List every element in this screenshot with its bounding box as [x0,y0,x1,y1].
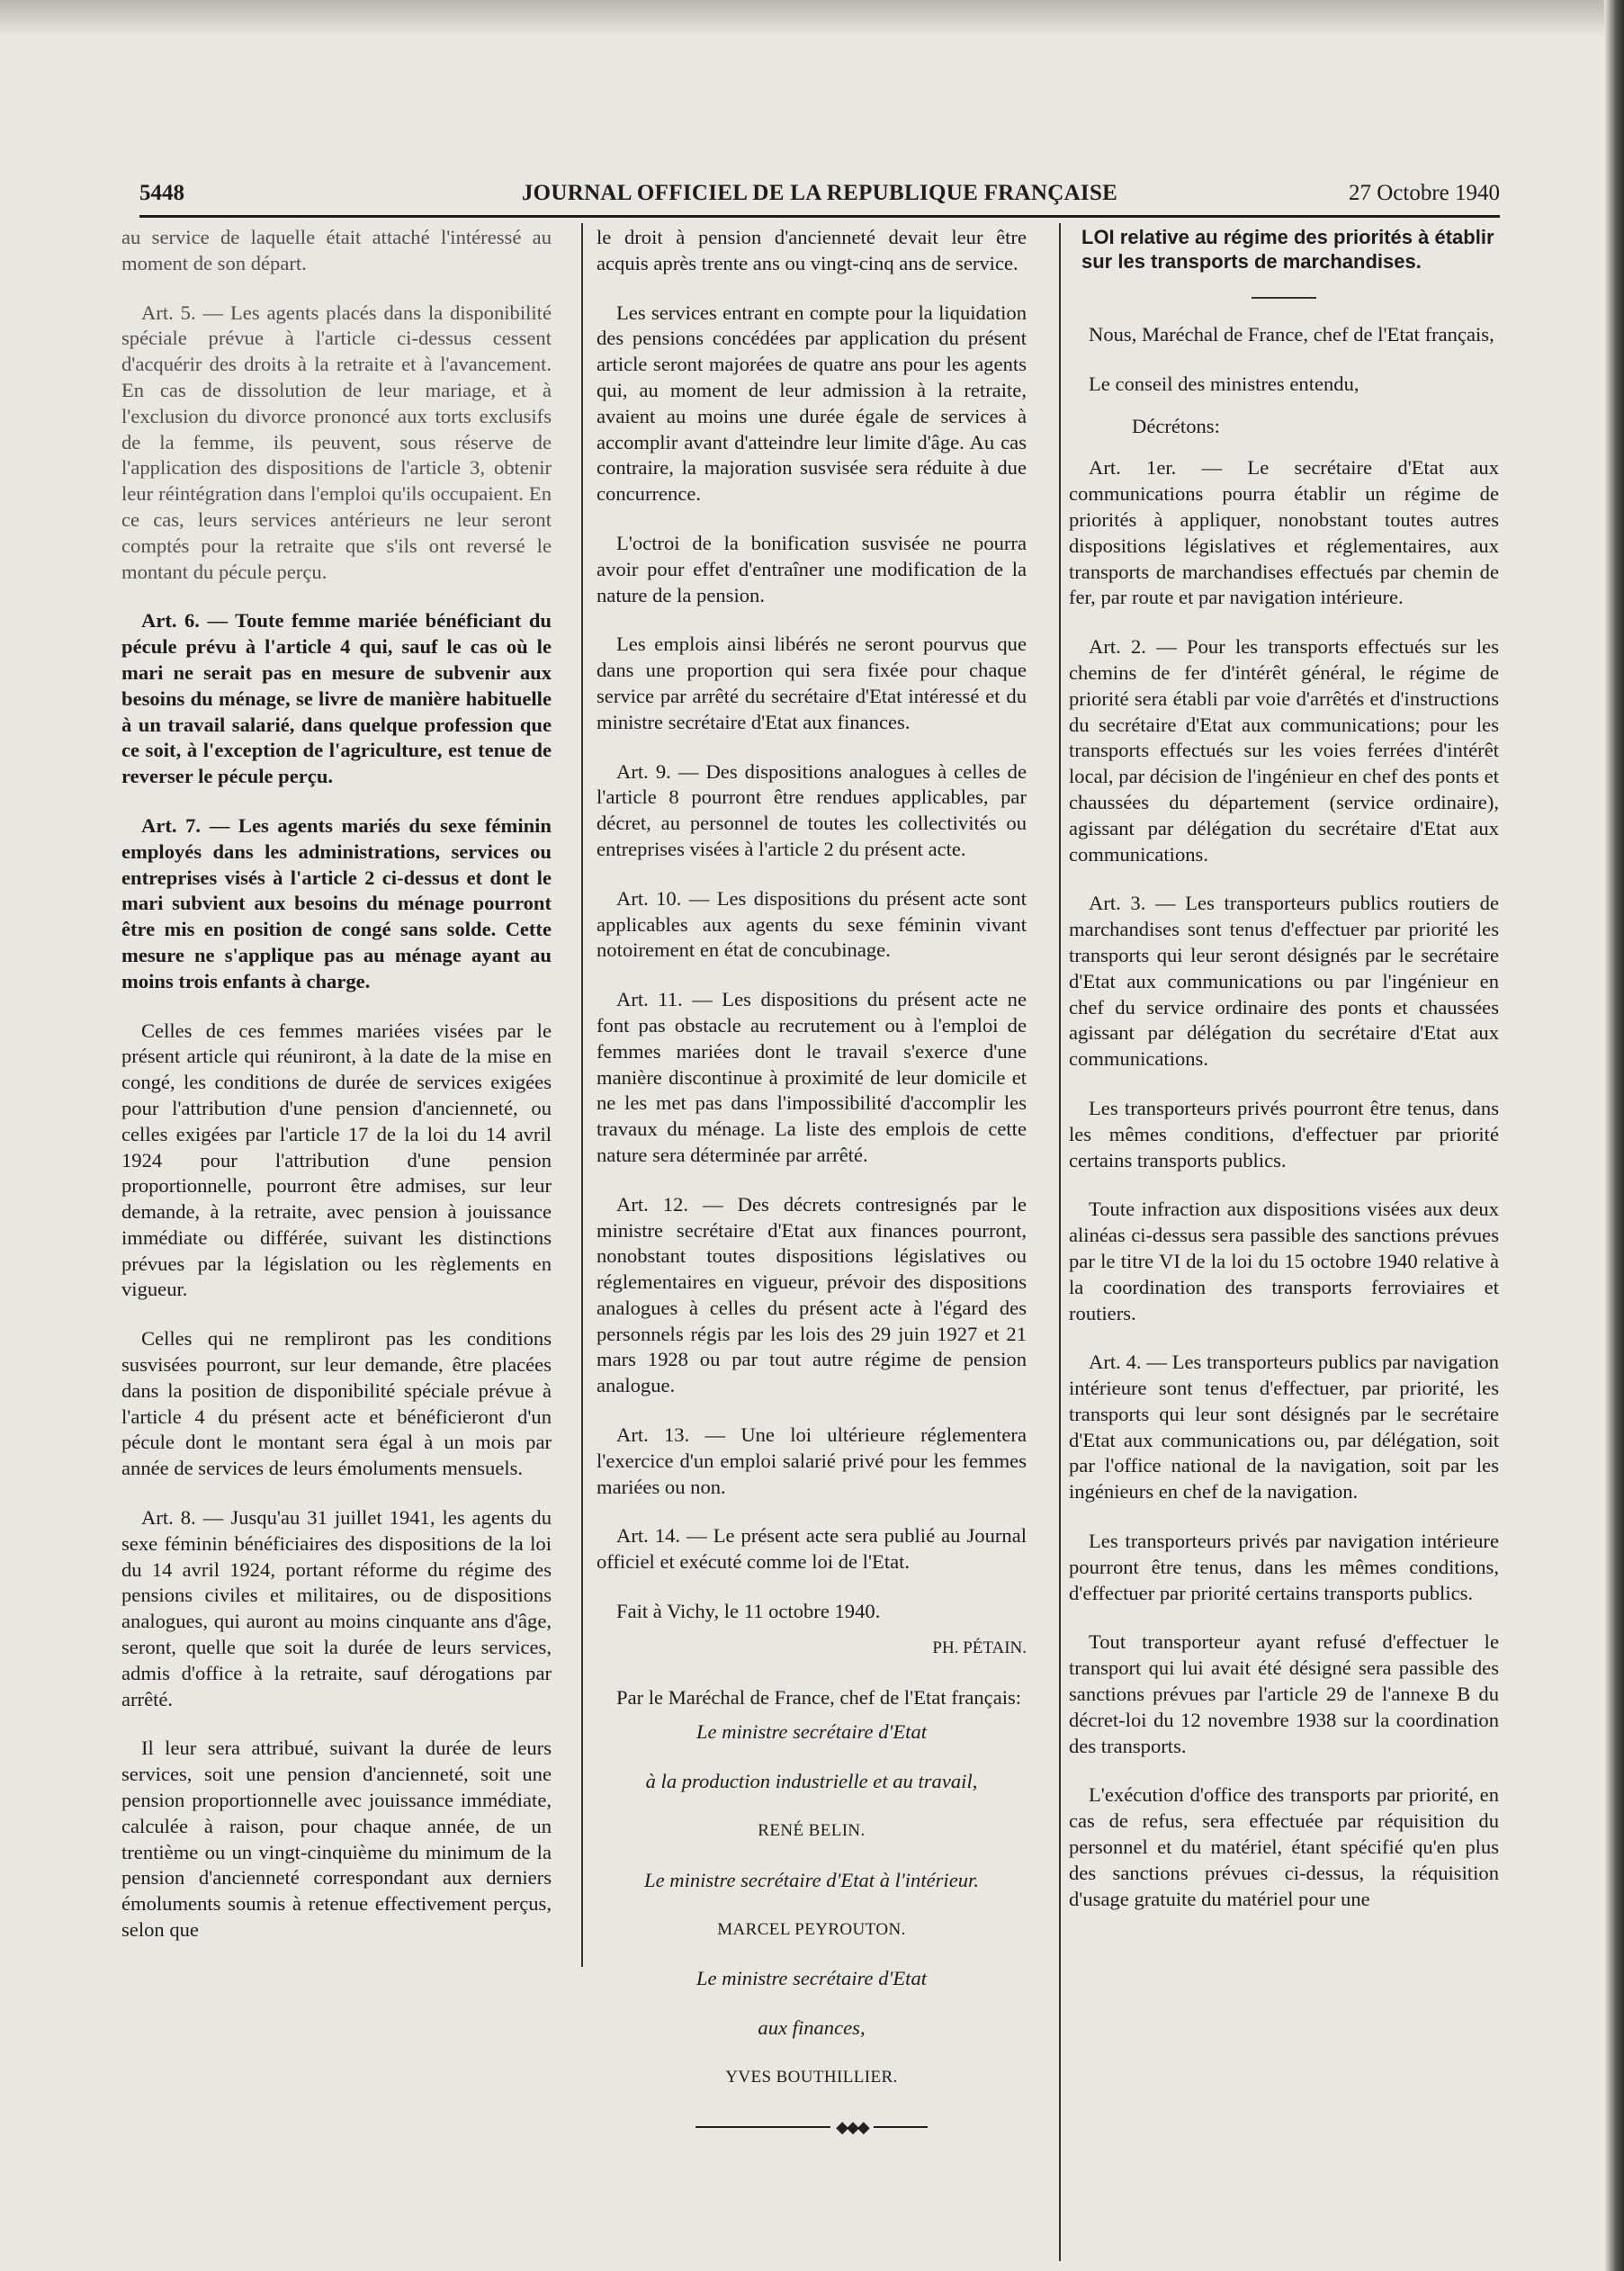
article-7: Art. 7. — Les agents mariés du sexe féminin employés dans les administrations, services ou entreprises visés à l'article 2 ci-dessus et dont le mari subvient aux besoins du ménage pourront être mis en position de congé sans solde. Cette mesure ne s'applique pas au ménage ayant au moins trois enfants à charge. [121,813,552,992]
column-divider-2 [1059,223,1061,2261]
article-1: Art. 1er. — Le secrétaire d'Etat aux communications pourra établir un régime de priorités à appliquer, nonobstant toutes autres dispositions législatives et réglementaires, aux transports de marchandises effectués par chemin de fer, par route et par navigation intérieure. [1069,456,1499,609]
law-title: LOI relative au régime des priorités à établir sur les transports de marchandises. [1081,226,1494,273]
journal-title: JOURNAL OFFICIEL DE LA REPUBLIQUE FRANÇAISE [521,181,1118,205]
paragraph: Celles de ces femmes mariées visées par le présent article qui réuniront, à la date de la mise en congé, les conditions de durée de services exigées pour l'attribution d'une pension d'ancienneté, ou celles exigées par l'article 17 de la loi du 14 avril 1924 pour l'attribution d'une pension proportionnelle, pourront être admises, sur leur demande, à la retraite, avec pension à jouissance immédiate ou différée, suivant les distinctions prévues par la législation ou les règlements en vigueur. [121,1019,552,1301]
signature-belin [597,1719,1027,1844]
header-rule [139,215,1500,218]
article-6: Art. 6. — Toute femme mariée bénéficiant du pécule prévu à l'article 4 qui, sauf le cas où le mari ne serait pas en mesure de subvenir aux besoins du ménage, se livre de manière habituelle à un travail salarié, dans quelque profession que ce soit, à l'exception de l'agriculture, est tenue de reverser le pécule perçu. [121,609,552,788]
article-13: Art. 13. — Une loi ultérieure réglementera l'exercice d'un emploi salarié privé pour les femmes mariées ou non. [597,1423,1027,1498]
paragraph: Les emplois ainsi libérés ne seront pourvus que dans une proportion qui sera fixée pour chaque service par arrêté du secrétaire d'Etat intéressé et du ministre secrétaire d'Etat aux finances. [597,633,1027,733]
column-3 [1069,225,1499,2263]
article-2: Art. 2. — Pour les transports effectués sur les chemins de fer d'intérêt général, le régime de priorité sera établi par voie d'arrêtés et d'instructions du secrétaire d'Etat aux communications; pour les transports effectués sur les voies ferrées d'intérêt local, par décision de l'ingénieur en chef des ponts et chaussées du département (service ordinaire), agissant par délégation du secrétaire d'Etat aux communications. [1069,635,1499,866]
page-header [139,181,1500,213]
preamble: Le conseil des ministres entendu, [1089,372,1359,395]
decretons: Décrétons: [1132,414,1220,437]
paragraph: L'octroi de la bonification susvisée ne pourra avoir pour effet d'entraîner une modification de la nature de la pension. [597,531,1027,606]
paragraph: au service de laquelle était attaché l'intéressé au moment de son départ. [121,226,552,274]
paragraph: Il leur sera attribué, suivant la durée de leurs services, soit une pension d'ancienneté, soit une pension proportionnelle avec jouissance immédiate, calculée à raison, pour chaque année, de un trentième ou un vingt-cinquième du minimum de la pension d'ancienneté correspondant aux derniers émoluments soumis à retenue effectivement perçus, selon que [121,1737,552,1942]
article-3: Art. 3. — Les transporteurs publics routiers de marchandises sont tenus d'effectuer par priorité les transports qui leur seront désignés par le secrétaire d'Etat aux communications ou par l'ingénieur en chef du service ordinaire des ponts et chaussées agissant par délégation du secrétaire d'Etat aux communications. [1069,892,1499,1071]
title-rule [1252,297,1316,299]
signature-title: Le ministre secrétaire d'Etat à l'intérieur. [644,1868,979,1891]
article-9: Art. 9. — Des dispositions analogues à celles de l'article 8 pourront être rendues applicables, par décret, au personnel de toutes les collectivités ou entreprises visées à l'article 2 du présent acte. [597,759,1027,860]
article-12: Art. 12. — Des décrets contresignés par le ministre secrétaire d'Etat aux finances pourront, nonobstant toutes dispositions législatives ou réglementaires en vigueur, prévoir des dispositions analogues à celles du présent acte à l'égard des personnels régis par les lois des 29 juin 1927 et 21 mars 1928 ou par tout autre régime de pension analogue. [597,1192,1027,1397]
signature-name: YVES BOUTHILLIER. [725,2068,898,2087]
scan-shadow-top [0,0,1624,36]
scan-shadow-right [1604,0,1624,2271]
article-8: Art. 8. — Jusqu'au 31 juillet 1941, les agents du sexe féminin bénéficiaires des dispositions de la loi du 14 avril 1924, portant réforme du régime des pensions civiles et militaires, ou de dispositions analogues, qui auront au moins cinquante ans d'âge, seront, quelle que soit la durée de leurs services, admis d'office à la retraite, sauf dérogations par arrêté. [121,1506,552,1710]
article-5: Art. 5. — Les agents placés dans la disponibilité spéciale prévue à l'article ci-dessus cessent d'acquérir des droits à la retraite et à l'avancement. En cas de dissolution de leur mariage, et à l'exclusion du divorce prononcé aux torts exclusifs de la femme, ils peuvent, sous réserve de l'application des dispositions de l'article 3, obtenir leur réintégration dans l'emploi qu'ils occupaient. En ce cas, leurs services antérieurs ne leur seront comptés pour la retraite que s'ils ont reversé le montant du pécule perçu. [121,301,552,583]
signature-petain: PH. PÉTAIN. [932,1638,1027,1657]
paragraph: le droit à pension d'ancienneté devait leur être acquis après trente ans ou vingt-cinq ans de service. [597,226,1027,274]
column-2 [597,225,1027,2263]
paragraph: L'exécution d'office des transports par priorité, en cas de refus, sera effectuée par réquisition du personnel et du matériel, étant spécifié qu'en plus des sanctions prévues ci-dessus, la réquisition d'usage gratuite du matériel pour une [1069,1783,1499,1910]
signature-title: Le ministre secrétaire d'Etat [695,1720,928,1744]
paragraph: Les transporteurs privés par navigation intérieure pourront être tenus, dans les mêmes conditions, d'effectuer par priorité certains transports publics. [1069,1530,1499,1604]
article-4: Art. 4. — Les transporteurs publics par navigation intérieure sont tenus d'effectuer, par priorité, les transports qui leur sont désignés par le secrétaire d'Etat aux communications ou, par délégation, soit par l'office national de la navigation, soit par les ingénieurs en chef de la navigation. [1069,1351,1499,1504]
column-divider-1 [581,223,583,1967]
date-place: Fait à Vichy, le 11 octobre 1940. [616,1600,881,1623]
signature-name: MARCEL PEYROUTON. [717,1919,906,1939]
signature-peyrouton [597,1868,1027,1943]
preamble: Nous, Maréchal de France, chef de l'Etat français, [1089,323,1494,346]
signature-name: RENÉ BELIN. [758,1821,866,1841]
signature-title: Le ministre secrétaire d'Etat [695,1967,928,1990]
end-ornament: ◆◆◆ [597,2114,1027,2141]
page-number: 5448 [139,181,184,205]
article-10: Art. 10. — Les dispositions du présent acte sont applicables aux agents du sexe féminin vivant notoirement en état de concubinage. [597,886,1027,962]
paragraph: Tout transporteur ayant refusé d'effectuer le transport qui lui avait été désigné sera passible des sanctions prévues par l'article 29 de l'annexe B du décret-loi du 12 novembre 1938 sur la coordination des transports. [1069,1630,1499,1757]
paragraph: Toute infraction aux dispositions visées aux deux alinéas ci-dessus sera passible des sanctions prévues par le titre VI de la loi du 15 octobre 1940 relative à la coordination des transports ferroviaires et routiers. [1069,1198,1499,1324]
article-14: Art. 14. — Le présent acte sera publié au Journal officiel et exécuté comme loi de l'Etat. [597,1524,1027,1574]
paragraph: Les services entrant en compte pour la liquidation des pensions concédées par application du présent article seront majorées de quatre ans pour les agents qui, au moment de leur admission à la retraite, avaient au moins une durée égale de services à accomplir avant d'atteindre leur limite d'âge. Au cas contraire, la majoration susvisée sera réduite à due concurrence. [597,301,1027,506]
column-1 [121,225,552,2263]
signature-title: aux finances, [758,2016,866,2040]
signature-intro: Par le Maréchal de France, chef de l'Etat français: [616,1685,1022,1709]
paragraph: Les transporteurs privés pourront être tenus, dans les mêmes conditions, d'effectuer par priorité certains transports publics. [1069,1096,1499,1171]
article-11: Art. 11. — Les dispositions du présent acte ne font pas obstacle au recrutement ou à l'emploi de femmes mariées dont le travail s'exerce d'une manière discontinue à proximité de leur domicile et ne les met pas dans l'impossibilité d'accomplir les travaux du ménage. La liste des emplois de cette nature sera déterminée par arrêté. [597,988,1027,1166]
paragraph: Celles qui ne rempliront pas les conditions susvisées pourront, sur leur demande, être placées dans la position de disponibilité spéciale prévue à l'article 4 du présent acte et bénéficieront d'un pécule dont le montant sera égal à un mois par année de services de leurs émoluments mensuels. [121,1327,552,1480]
signature-title: à la production industrielle et au travail, [645,1770,978,1793]
signature-bouthillier [597,1966,1027,2090]
issue-date: 27 Octobre 1940 [1348,181,1500,205]
